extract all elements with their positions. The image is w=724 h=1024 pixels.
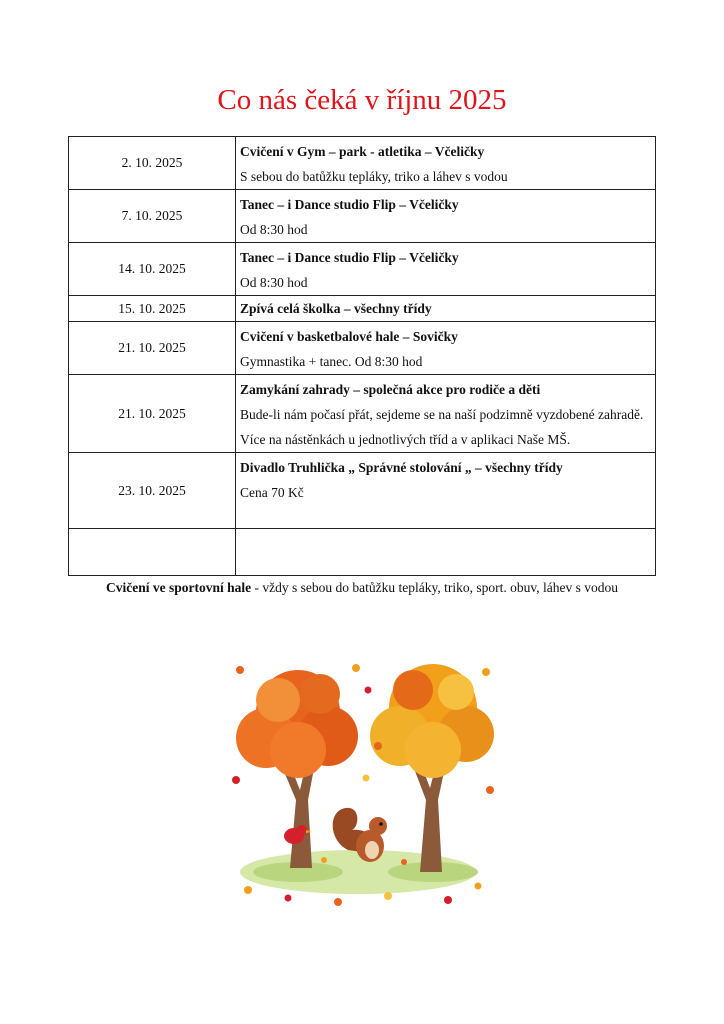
right-tree-crown: [370, 664, 494, 778]
event-detail: Od 8:30 hod: [240, 222, 308, 237]
event-title: Zpívá celá školka – všechny třídy: [240, 301, 432, 316]
event-date: 14. 10. 2025: [69, 243, 236, 296]
table-row: [69, 243, 656, 296]
page-title: Co nás čeká v říjnu 2025: [217, 84, 507, 116]
sports-hall-note: [90, 578, 634, 597]
table-row: [69, 190, 656, 243]
event-detail: Gymnastika + tanec. Od 8:30 hod: [240, 354, 423, 369]
event-cell: [236, 322, 656, 375]
note-bold: Cvičení ve sportovní hale: [106, 580, 252, 595]
event-detail: Od 8:30 hod: [240, 275, 308, 290]
event-cell: [236, 529, 656, 576]
event-title: Tanec – i Dance studio Flip – Včeličky: [240, 197, 459, 212]
event-cell: [236, 296, 656, 322]
event-date: [69, 529, 236, 576]
event-title: Cvičení v basketbalové hale – Sovičky: [240, 329, 458, 344]
table-row: [69, 529, 656, 576]
event-date: 2. 10. 2025: [69, 137, 236, 190]
table-row: [69, 322, 656, 375]
event-detail: Bude-li nám počasí přát, sejdeme se na naší podzimně vyzdobené zahradě. Více na nástěnkách u jednotlivých tříd a v aplikaci Naše MŠ.: [240, 407, 644, 447]
event-date: 23. 10. 2025: [69, 453, 236, 529]
event-date: 21. 10. 2025: [69, 322, 236, 375]
event-cell: [236, 375, 656, 453]
event-title: Cvičení v Gym – park - atletika – Včeličky: [240, 144, 485, 159]
event-cell: [236, 453, 656, 529]
event-cell: [236, 137, 656, 190]
event-date: 15. 10. 2025: [69, 296, 236, 322]
event-detail: S sebou do batůžku tepláky, triko a láhev s vodou: [240, 169, 508, 184]
event-detail: Cena 70 Kč: [240, 485, 304, 500]
event-cell: [236, 243, 656, 296]
note-text: - vždy s sebou do batůžku tepláky, triko, sport. obuv, láhev s vodou: [251, 580, 618, 595]
event-title: Tanec – i Dance studio Flip – Včeličky: [240, 250, 459, 265]
schedule-table: [68, 136, 656, 576]
event-date: 21. 10. 2025: [69, 375, 236, 453]
table-row: [69, 453, 656, 529]
table-row: [69, 375, 656, 453]
event-cell: [236, 190, 656, 243]
left-tree-crown: [236, 670, 358, 778]
event-date: 7. 10. 2025: [69, 190, 236, 243]
event-title: Divadlo Truhlička „ Správné stolování „ – všechny třídy: [240, 460, 563, 475]
autumn-trees-illustration: [228, 650, 498, 912]
table-row: [69, 137, 656, 190]
table-row: [69, 296, 656, 322]
event-title: Zamykání zahrady – společná akce pro rodiče a děti: [240, 382, 541, 397]
